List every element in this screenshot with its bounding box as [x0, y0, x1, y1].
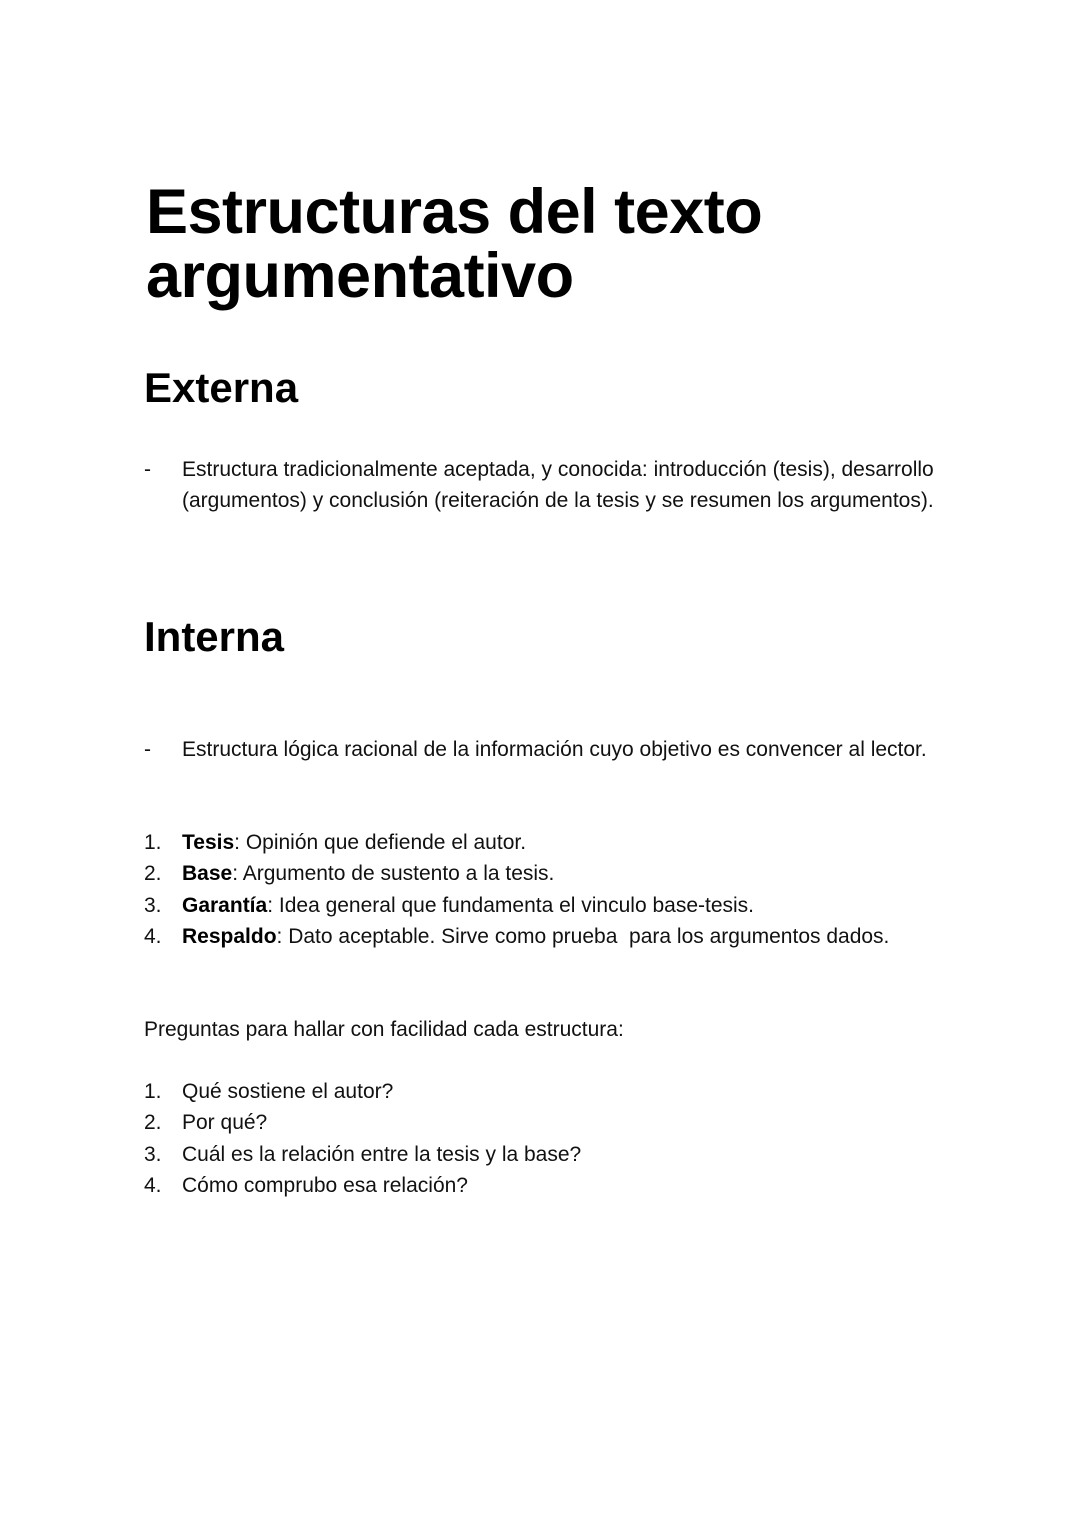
questions-numbered-list	[144, 1076, 944, 1201]
list-number: 1.	[144, 1080, 162, 1103]
question-text: Cómo comprubo esa relación?	[182, 1173, 468, 1197]
page-title: Estructuras del texto argumentativo	[146, 177, 763, 311]
bullet-text: Estructura tradicionalmente aceptada, y conocida: introducción (tesis), desarrollo (argumentos) y conclusión (reiteración de la tesis y se resumen los argumentos).	[182, 458, 934, 513]
list-item-garantia	[144, 890, 914, 921]
term-label: Respaldo	[182, 924, 277, 948]
list-number: 3.	[144, 893, 162, 917]
term-definition: : Idea general que fundamenta el vinculo base-tesis.	[267, 893, 755, 917]
list-item	[144, 1170, 944, 1201]
term-definition: : Argumento de sustento a la tesis.	[232, 862, 555, 886]
term-definition: : Opinión que defiende el autor.	[234, 831, 527, 854]
dash-bullet-marker: -	[144, 738, 151, 761]
list-number: 1.	[144, 831, 162, 854]
term-definition: : Dato aceptable. Sirve como prueba para los argumentos dados.	[276, 924, 890, 948]
list-number: 2.	[144, 862, 162, 886]
term-label: Garantía	[182, 893, 268, 917]
question-text: Qué sostiene el autor?	[182, 1080, 394, 1103]
questions-intro: Preguntas para hallar con facilidad cada estructura:	[144, 1018, 624, 1041]
list-item	[144, 1107, 944, 1138]
list-item-base	[144, 858, 914, 889]
question-text: Por qué?	[182, 1111, 268, 1135]
section-heading-interna: Interna	[144, 613, 285, 660]
list-item	[144, 1139, 944, 1170]
list-number: 3.	[144, 1142, 162, 1166]
term-label: Base	[182, 862, 233, 886]
bullet-text: Estructura lógica racional de la información cuyo objetivo es convencer al lector.	[182, 738, 927, 761]
components-numbered-list	[144, 827, 914, 952]
list-number: 4.	[144, 1173, 162, 1197]
interna-bullet-list	[144, 734, 934, 765]
list-number: 2.	[144, 1111, 162, 1135]
list-item	[144, 734, 934, 765]
list-number: 4.	[144, 924, 162, 948]
question-text: Cuál es la relación entre la tesis y la base?	[182, 1142, 582, 1166]
section-heading-externa: Externa	[144, 364, 299, 411]
list-item	[144, 1076, 944, 1107]
list-item-respaldo	[144, 921, 914, 952]
externa-bullet-list	[144, 454, 934, 517]
list-item-tesis	[144, 827, 914, 858]
dash-bullet-marker: -	[144, 458, 151, 481]
list-item	[144, 454, 934, 517]
term-label: Tesis	[182, 831, 235, 854]
